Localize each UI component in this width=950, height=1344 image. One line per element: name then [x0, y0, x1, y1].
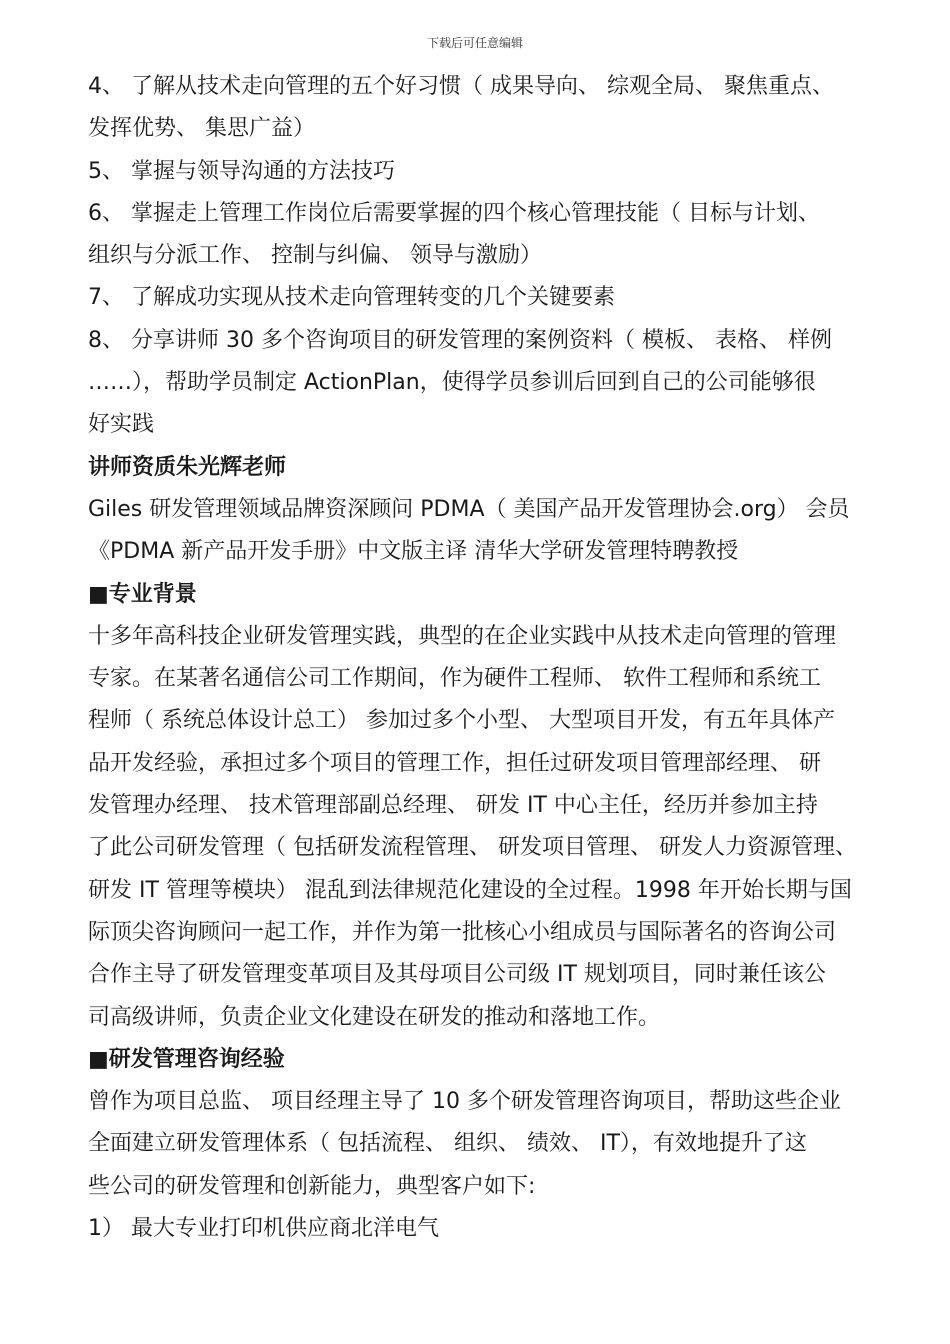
- text-line: 《PDMA 新产品开发手册》中文版主译 清华大学研发管理特聘教授: [88, 539, 739, 565]
- text-line: 5、 掌握与领导沟通的方法技巧: [88, 158, 395, 184]
- text-line: 十多年高科技企业研发管理实践，典型的在企业实践中从技术走向管理的管理: [88, 623, 837, 649]
- section-heading-instructor: 讲师资质朱光辉老师: [88, 454, 287, 480]
- section-heading-background: ■专业背景: [88, 581, 197, 607]
- text-line: 际顶尖咨询顾问一起工作，并作为第一批核心小组成员与国际著名的咨询公司: [88, 919, 837, 945]
- text-line: 8、 分享讲师 30 多个咨询项目的研发管理的案例资料（ 模板、 表格、 样例: [88, 327, 832, 353]
- text-line: Giles 研发管理领域品牌资深顾问 PDMA（ 美国产品开发管理协会.org） 会员: [88, 496, 850, 522]
- text-line: 合作主导了研发管理变革项目及其母项目公司级 IT 规划项目，同时兼任该公: [88, 962, 826, 988]
- text-line: 专家。在某著名通信公司工作期间，作为硬件工程师、 软件工程师和系统工: [88, 666, 821, 692]
- text-line: 品开发经验，承担过多个项目的管理工作，担任过研发项目管理部经理、 研: [88, 750, 821, 776]
- text-line: 1） 最大专业打印机供应商北洋电气: [88, 1216, 439, 1242]
- text-line: 发挥优势、 集思广益）: [88, 116, 315, 142]
- text-line: 研发 IT 管理等模块） 混乱到法律规范化建设的全过程。1998 年开始长期与国: [88, 877, 852, 903]
- document-body: [88, 66, 898, 1250]
- text-line: 发管理办经理、 技术管理部副总经理、 研发 IT 中心主任，经历并参加主持: [88, 793, 818, 819]
- text-line: 了此公司研发管理（ 包括研发流程管理、 研发项目管理、 研发人力资源管理、: [88, 835, 857, 861]
- text-line: 好实践: [88, 412, 155, 438]
- text-line: 全面建立研发管理体系（ 包括流程、 组织、 绩效、 IT），有效地提升了这: [88, 1131, 807, 1157]
- text-line: 些公司的研发管理和创新能力，典型客户如下:: [88, 1173, 536, 1199]
- text-line: ……），帮助学员制定 ActionPlan，使得学员参训后回到自己的公司能够很: [88, 370, 816, 396]
- section-heading-consulting: ■研发管理咨询经验: [88, 1046, 285, 1072]
- text-line: 组织与分派工作、 控制与纠偏、 领导与激励）: [88, 243, 542, 269]
- text-line: 程师（ 系统总体设计总工） 参加过多个小型、 大型项目开发，有五年具体产: [88, 708, 835, 734]
- text-line: 6、 掌握走上管理工作岗位后需要掌握的四个核心管理技能（ 目标与计划、: [88, 200, 820, 226]
- page-header: 下载后可任意编辑: [426, 36, 523, 50]
- text-line: 7、 了解成功实现从技术走向管理转变的几个关键要素: [88, 285, 615, 311]
- text-line: 司高级讲师，负责企业文化建设在研发的推动和落地工作。: [88, 1004, 661, 1030]
- text-line: 曾作为项目总监、 项目经理主导了 10 多个研发管理咨询项目，帮助这些企业: [88, 1089, 841, 1115]
- text-line: 4、 了解从技术走向管理的五个好习惯（ 成果导向、 综观全局、 聚焦重点、: [88, 74, 834, 99]
